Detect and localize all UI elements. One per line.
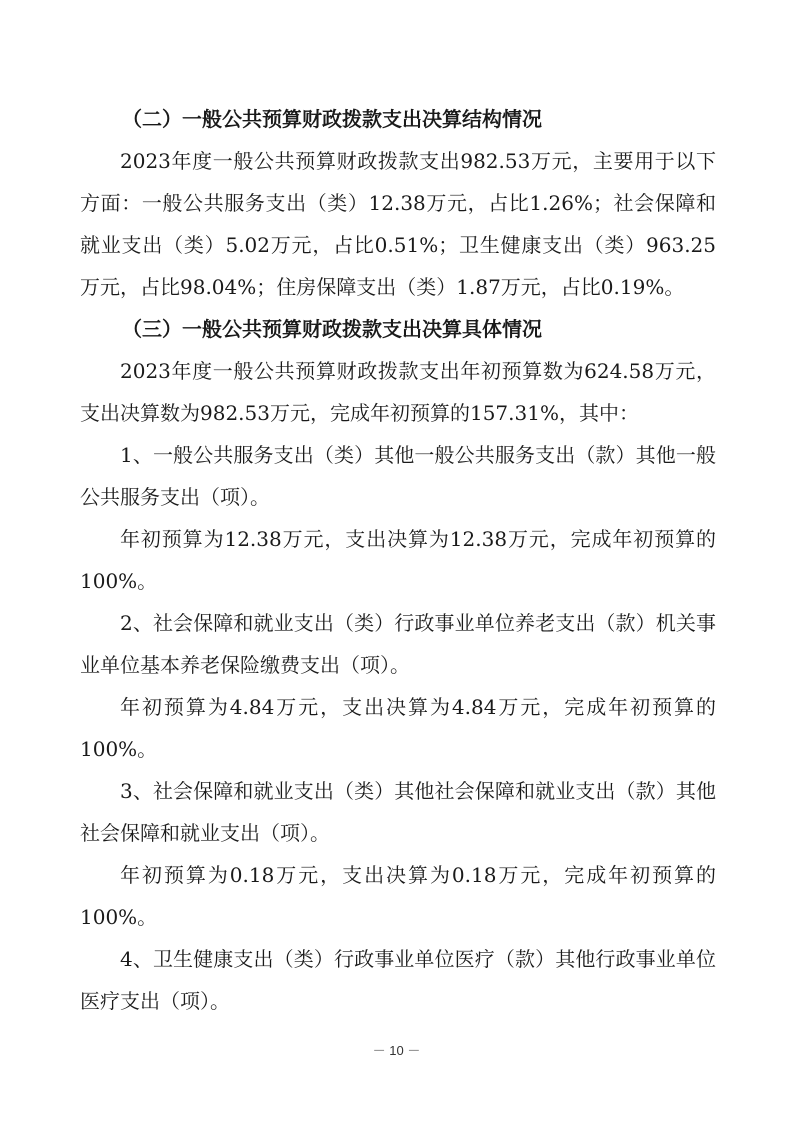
section-heading-details: （三）一般公共预算财政拨款支出决算具体情况 <box>122 317 542 341</box>
paragraph-item-3-budget: 年初预算为0.18万元，支出决算为0.18万元，完成年初预算的100%。 <box>80 863 716 929</box>
section-heading-structure: （二）一般公共预算财政拨款支出决算结构情况 <box>122 107 542 131</box>
paragraph-item-4-title: 4、卫生健康支出（类）行政事业单位医疗（款）其他行政事业单位医疗支出（项）。 <box>80 947 716 1013</box>
paragraph-item-3-title: 3、社会保障和就业支出（类）其他社会保障和就业支出（款）其他社会保障和就业支出（项）。 <box>80 779 716 845</box>
paragraph-structure-summary: 2023年度一般公共预算财政拨款支出982.53万元，主要用于以下方面：一般公共服务支出（类）12.38万元，占比1.26%；社会保障和就业支出（类）5.02万元，占比0.51%；卫生健康支出（类）963.25万元，占比98.04%；住房保障支出（类）1.87万元，占比0.19%。 <box>80 149 716 299</box>
paragraph-item-2-budget: 年初预算为4.84万元，支出决算为4.84万元，完成年初预算的100%。 <box>80 695 716 761</box>
page-number: － 10 － <box>372 1043 421 1058</box>
document-page <box>80 98 716 1022</box>
paragraph-details-summary: 2023年度一般公共预算财政拨款支出年初预算数为624.58万元，支出决算数为982.53万元，完成年初预算的157.31%，其中： <box>80 359 716 425</box>
paragraph-item-1-budget: 年初预算为12.38万元，支出决算为12.38万元，完成年初预算的100%。 <box>80 527 716 593</box>
paragraph-item-1-title: 1、一般公共服务支出（类）其他一般公共服务支出（款）其他一般公共服务支出（项）。 <box>80 443 716 509</box>
paragraph-item-2-title: 2、社会保障和就业支出（类）行政事业单位养老支出（款）机关事业单位基本养老保险缴费支出（项）。 <box>80 611 716 677</box>
